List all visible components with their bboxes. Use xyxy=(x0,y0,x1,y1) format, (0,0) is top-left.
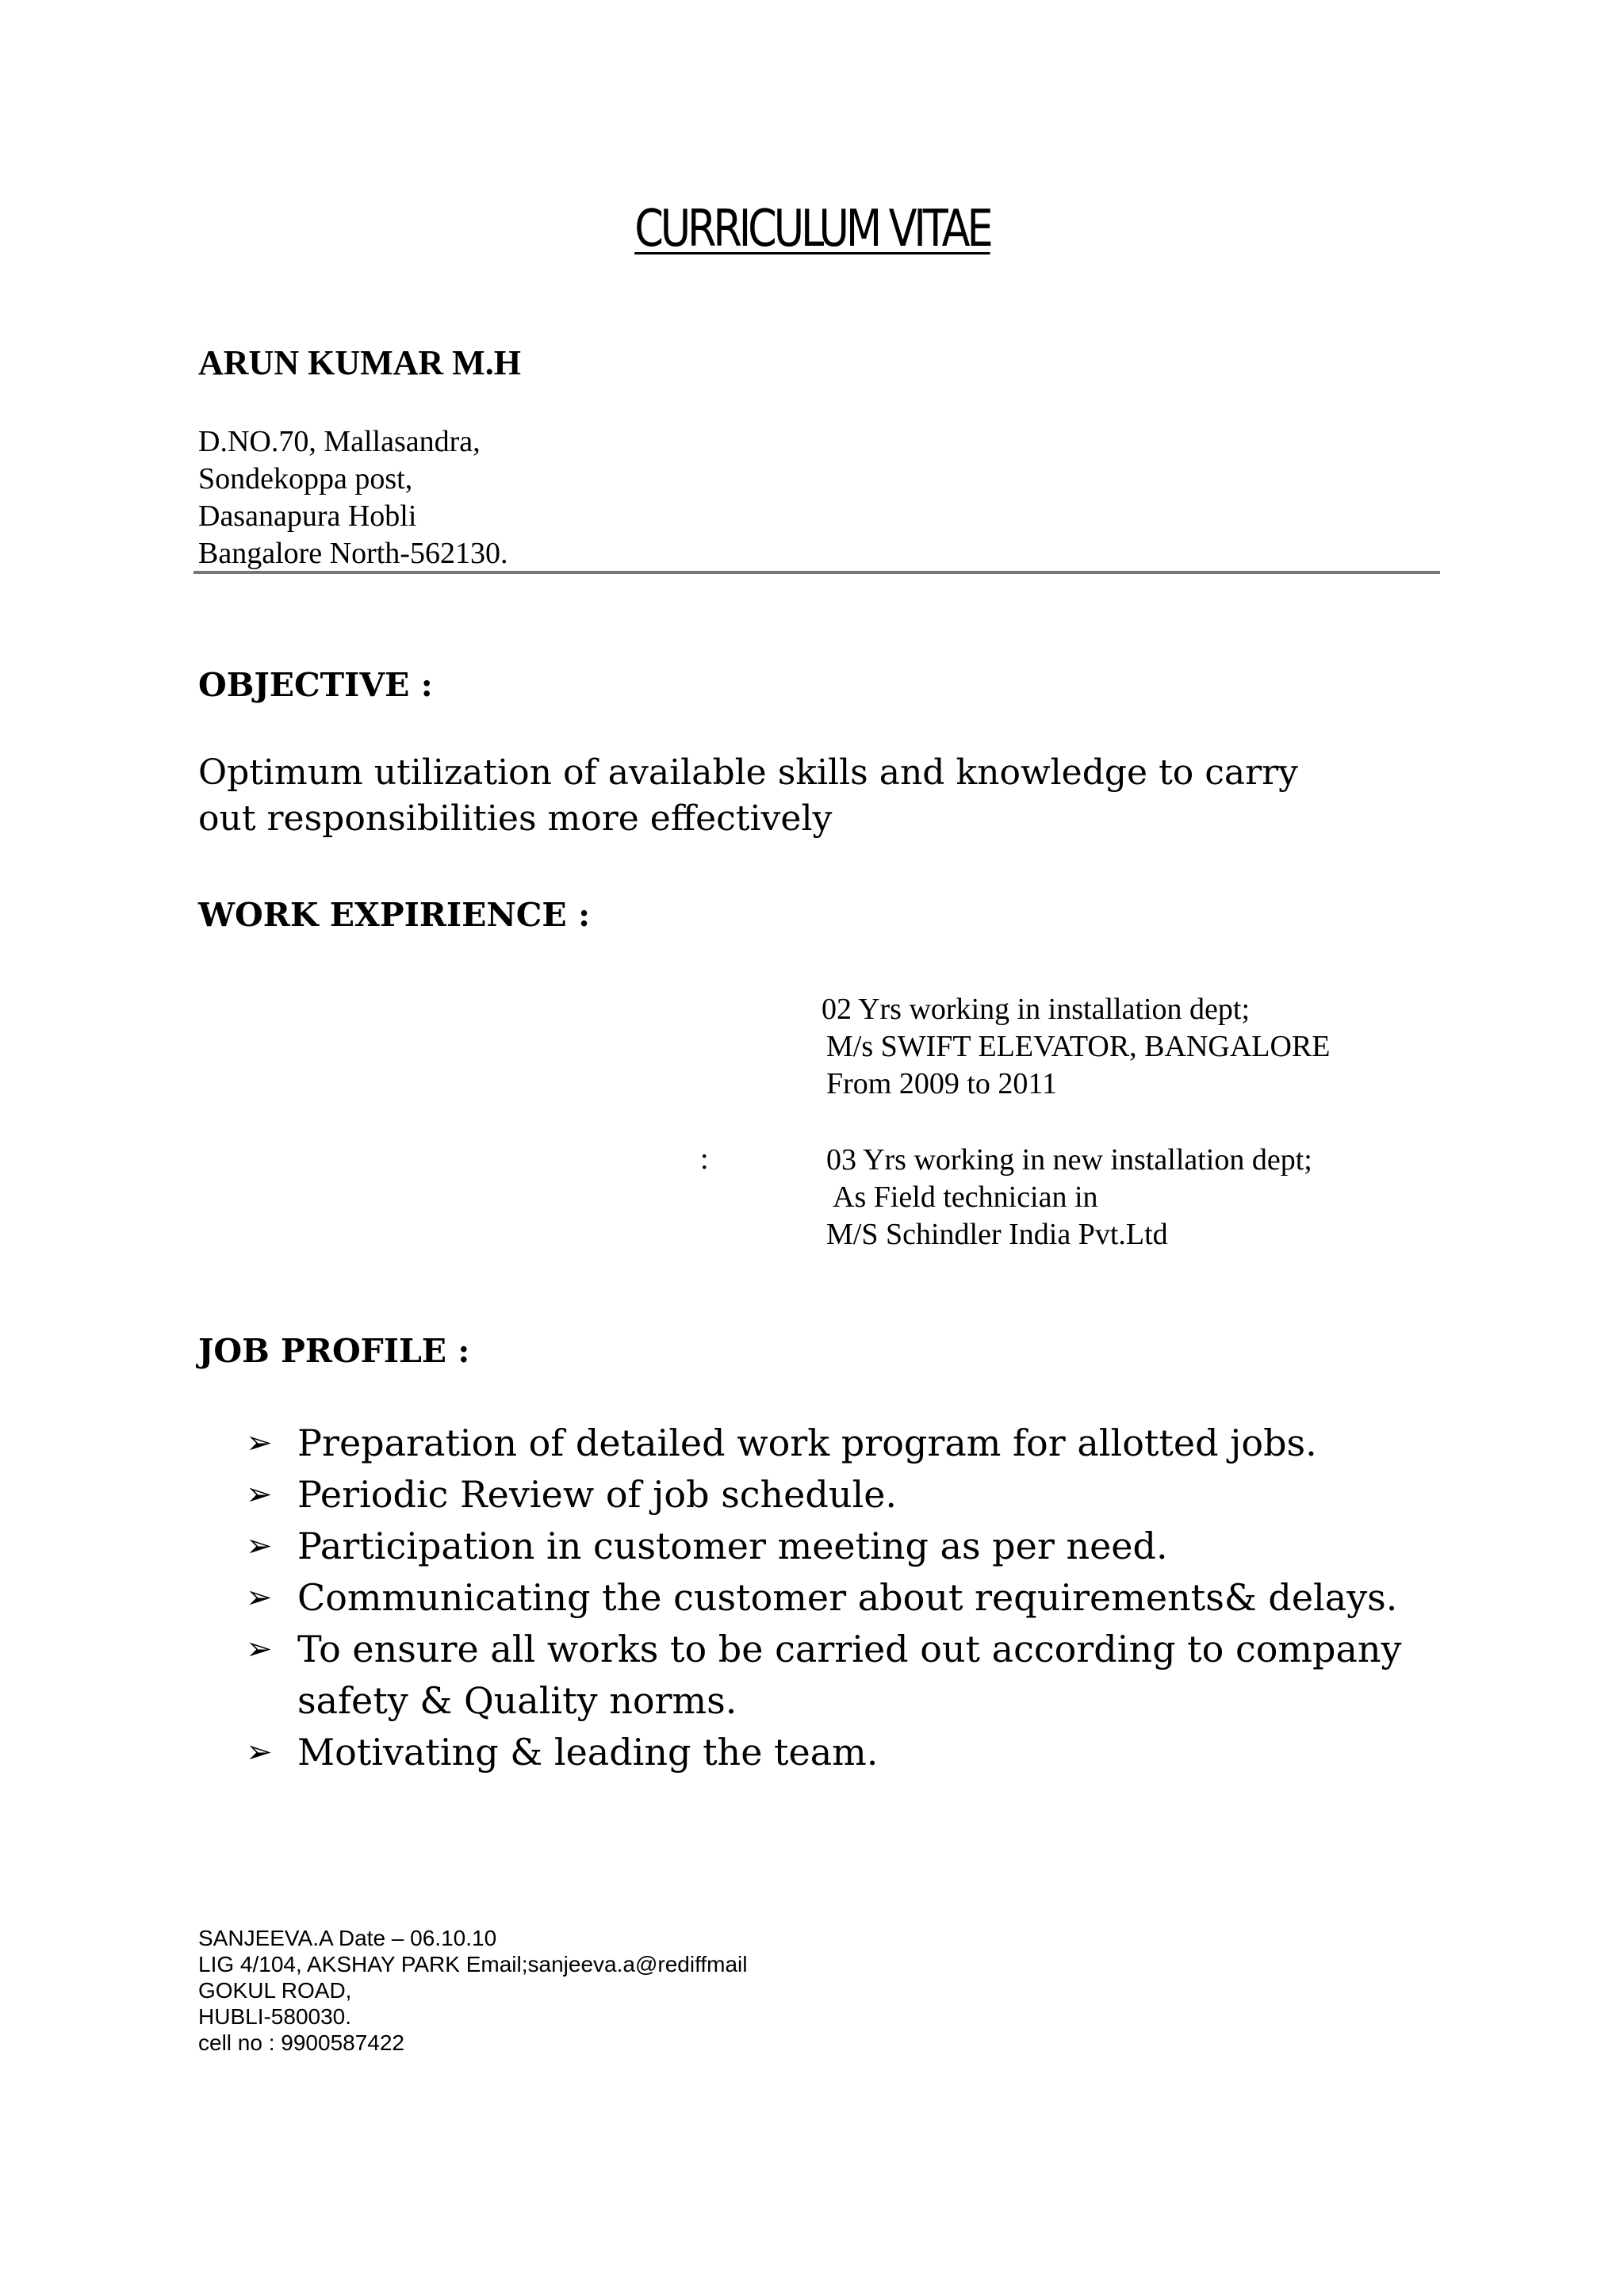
list-item: ➢ Motivating & leading the team. xyxy=(246,1727,1451,1778)
work-experience-heading: WORK EXPIRIENCE : xyxy=(198,896,591,934)
arrow-bullet-icon: ➢ xyxy=(246,1579,273,1616)
address-line: D.NO.70, Mallasandra, xyxy=(198,425,481,458)
objective-line: Optimum utilization of available skills and knowledge to carry xyxy=(198,752,1299,793)
work-entry-line: From 2009 to 2011 xyxy=(826,1067,1057,1100)
header-divider xyxy=(193,571,1440,574)
job-profile-heading: JOB PROFILE : xyxy=(198,1332,470,1370)
work-entry-line: M/S Schindler India Pvt.Ltd xyxy=(826,1218,1168,1251)
address-block xyxy=(198,423,508,572)
list-item: ➢ Periodic Review of job schedule. xyxy=(246,1469,1451,1521)
arrow-bullet-icon: ➢ xyxy=(246,1631,273,1667)
list-item: ➢ Preparation of detailed work program for allotted jobs. xyxy=(246,1418,1451,1469)
list-item: ➢ Participation in customer meeting as per need. xyxy=(246,1521,1451,1572)
arrow-bullet-icon: ➢ xyxy=(246,1734,273,1770)
job-profile-list xyxy=(246,1418,1451,1778)
candidate-name: ARUN KUMAR M.H xyxy=(198,343,521,382)
work-entry-line: As Field technician in xyxy=(833,1181,1098,1214)
objective-heading: OBJECTIVE : xyxy=(198,666,433,704)
address-line: Sondekoppa post, xyxy=(198,462,413,496)
work-entry-line: M/s SWIFT ELEVATOR, BANGALORE xyxy=(826,1030,1331,1063)
footer-line: GOKUL ROAD, xyxy=(198,1978,352,2003)
list-item: ➢ To ensure all works to be carried out according to company safety & Quality norms. xyxy=(246,1624,1451,1727)
footer-line: HUBLI-580030. xyxy=(198,2004,352,2029)
arrow-bullet-icon: ➢ xyxy=(246,1476,273,1513)
document-title: CURRICULUM VITAE xyxy=(634,200,990,258)
objective-line: out responsibilities more effectively xyxy=(198,798,833,839)
address-line: Dasanapura Hobli xyxy=(198,499,417,533)
arrow-bullet-icon: ➢ xyxy=(246,1425,273,1461)
footer-line: LIG 4/104, AKSHAY PARK Email;sanjeeva.a@rediffmail xyxy=(198,1952,748,1976)
footer-contact xyxy=(198,1925,747,2056)
footer-line: cell no : 9900587422 xyxy=(198,2030,404,2055)
list-item: ➢ Communicating the customer about requirements& delays. xyxy=(246,1572,1451,1624)
work-entry-line: 03 Yrs working in new installation dept; xyxy=(826,1143,1312,1177)
objective-text xyxy=(198,750,1435,842)
work-entry xyxy=(822,991,1331,1103)
work-entry xyxy=(826,1142,1312,1253)
work-entry-line: 02 Yrs working in installation dept; xyxy=(822,993,1251,1026)
arrow-bullet-icon: ➢ xyxy=(246,1528,273,1564)
footer-line: SANJEEVA.A Date – 06.10.10 xyxy=(198,1926,497,1950)
address-line: Bangalore North-562130. xyxy=(198,537,508,570)
work-separator: : xyxy=(700,1142,709,1176)
